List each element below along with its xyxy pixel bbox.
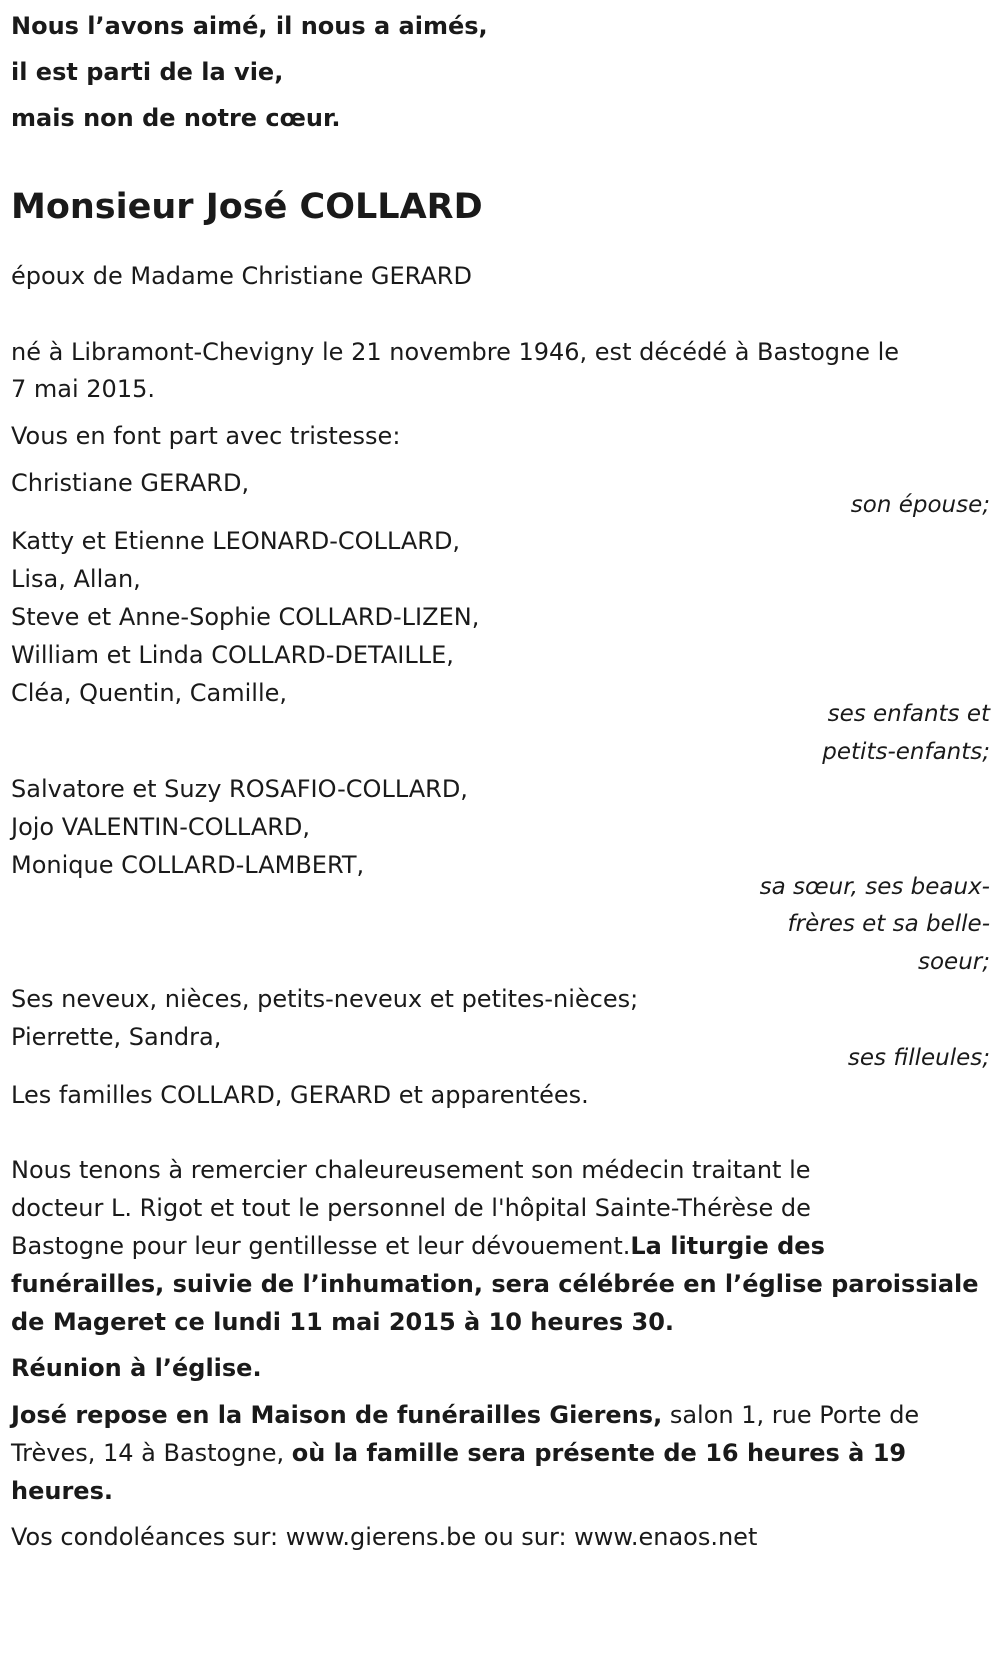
spouse-name: Christiane GERARD, [11, 469, 250, 497]
nephews-line: Ses neveux, nièces, petits-neveux et petites-nièces; [11, 985, 639, 1013]
repose-regular-1: salon 1, rue Porte de [662, 1401, 920, 1429]
siblings-role-3: soeur; [918, 949, 990, 975]
repose-line-2 [11, 1433, 906, 1473]
siblings-role-2: frères et sa belle- [787, 911, 990, 937]
liturgy-line-3: de Mageret ce lundi 11 mai 2015 à 10 heures 30. [11, 1308, 675, 1336]
siblings-line-2: Jojo VALENTIN-COLLARD, [11, 813, 311, 841]
children-line-2: Lisa, Allan, [11, 565, 141, 593]
godchildren-role: ses filleules; [847, 1045, 990, 1071]
siblings-line-3: Monique COLLARD-LAMBERT, [11, 851, 365, 879]
liturgy-start: La liturgie des [630, 1232, 825, 1260]
repose-bold-1: José repose en la Maison de funérailles Gierens, [11, 1401, 663, 1429]
verse-line-3: mais non de notre cœur. [11, 104, 341, 132]
verse-line-2: il est parti de la vie, [11, 58, 284, 86]
siblings-role-1: sa sœur, ses beaux- [759, 874, 990, 900]
birth-death-line-1: né à Libramont-Chevigny le 21 novembre 1946, est décédé à Bastogne le [11, 338, 900, 366]
children-role-2: petits-enfants; [822, 739, 990, 765]
thanks-line-3 [11, 1226, 825, 1266]
thanks-line-3-regular: Bastogne pour leur gentillesse et leur dévouement. [11, 1232, 631, 1260]
children-line-4: William et Linda COLLARD-DETAILLE, [11, 641, 454, 669]
godchildren-line: Pierrette, Sandra, [11, 1023, 222, 1051]
liturgy-line-2: funérailles, suivie de l’inhumation, sera célébrée en l’église paroissiale [11, 1270, 979, 1298]
children-line-5: Cléa, Quentin, Camille, [11, 679, 288, 707]
repose-line-3: heures. [11, 1477, 113, 1505]
thanks-line-2: docteur L. Rigot et tout le personnel de l'hôpital Sainte-Thérèse de [11, 1194, 811, 1222]
children-role-1: ses enfants et [827, 701, 990, 727]
birth-death-line-2: 7 mai 2015. [11, 375, 155, 403]
children-line-1: Katty et Etienne LEONARD-COLLARD, [11, 527, 461, 555]
repose-bold-2: où la famille sera présente de 16 heures à 19 [291, 1439, 907, 1467]
deceased-name: Monsieur José COLLARD [11, 187, 483, 227]
repose-regular-2: Trèves, 14 à Bastogne, [11, 1439, 292, 1467]
children-line-3: Steve et Anne-Sophie COLLARD-LIZEN, [11, 603, 480, 631]
condolences-line: Vos condoléances sur: www.gierens.be ou sur: www.enaos.net [11, 1523, 758, 1551]
spouse-line: époux de Madame Christiane GERARD [11, 262, 472, 290]
spouse-role: son épouse; [850, 492, 990, 518]
meeting-line: Réunion à l’église. [11, 1354, 262, 1382]
verse-line-1: Nous l’avons aimé, il nous a aimés, [11, 12, 488, 40]
announcement-line: Vous en font part avec tristesse: [11, 422, 401, 450]
families-line: Les familles COLLARD, GERARD et apparentées. [11, 1081, 589, 1109]
repose-line-1 [11, 1395, 919, 1435]
thanks-line-1: Nous tenons à remercier chaleureusement son médecin traitant le [11, 1156, 811, 1184]
siblings-line-1: Salvatore et Suzy ROSAFIO-COLLARD, [11, 775, 468, 803]
